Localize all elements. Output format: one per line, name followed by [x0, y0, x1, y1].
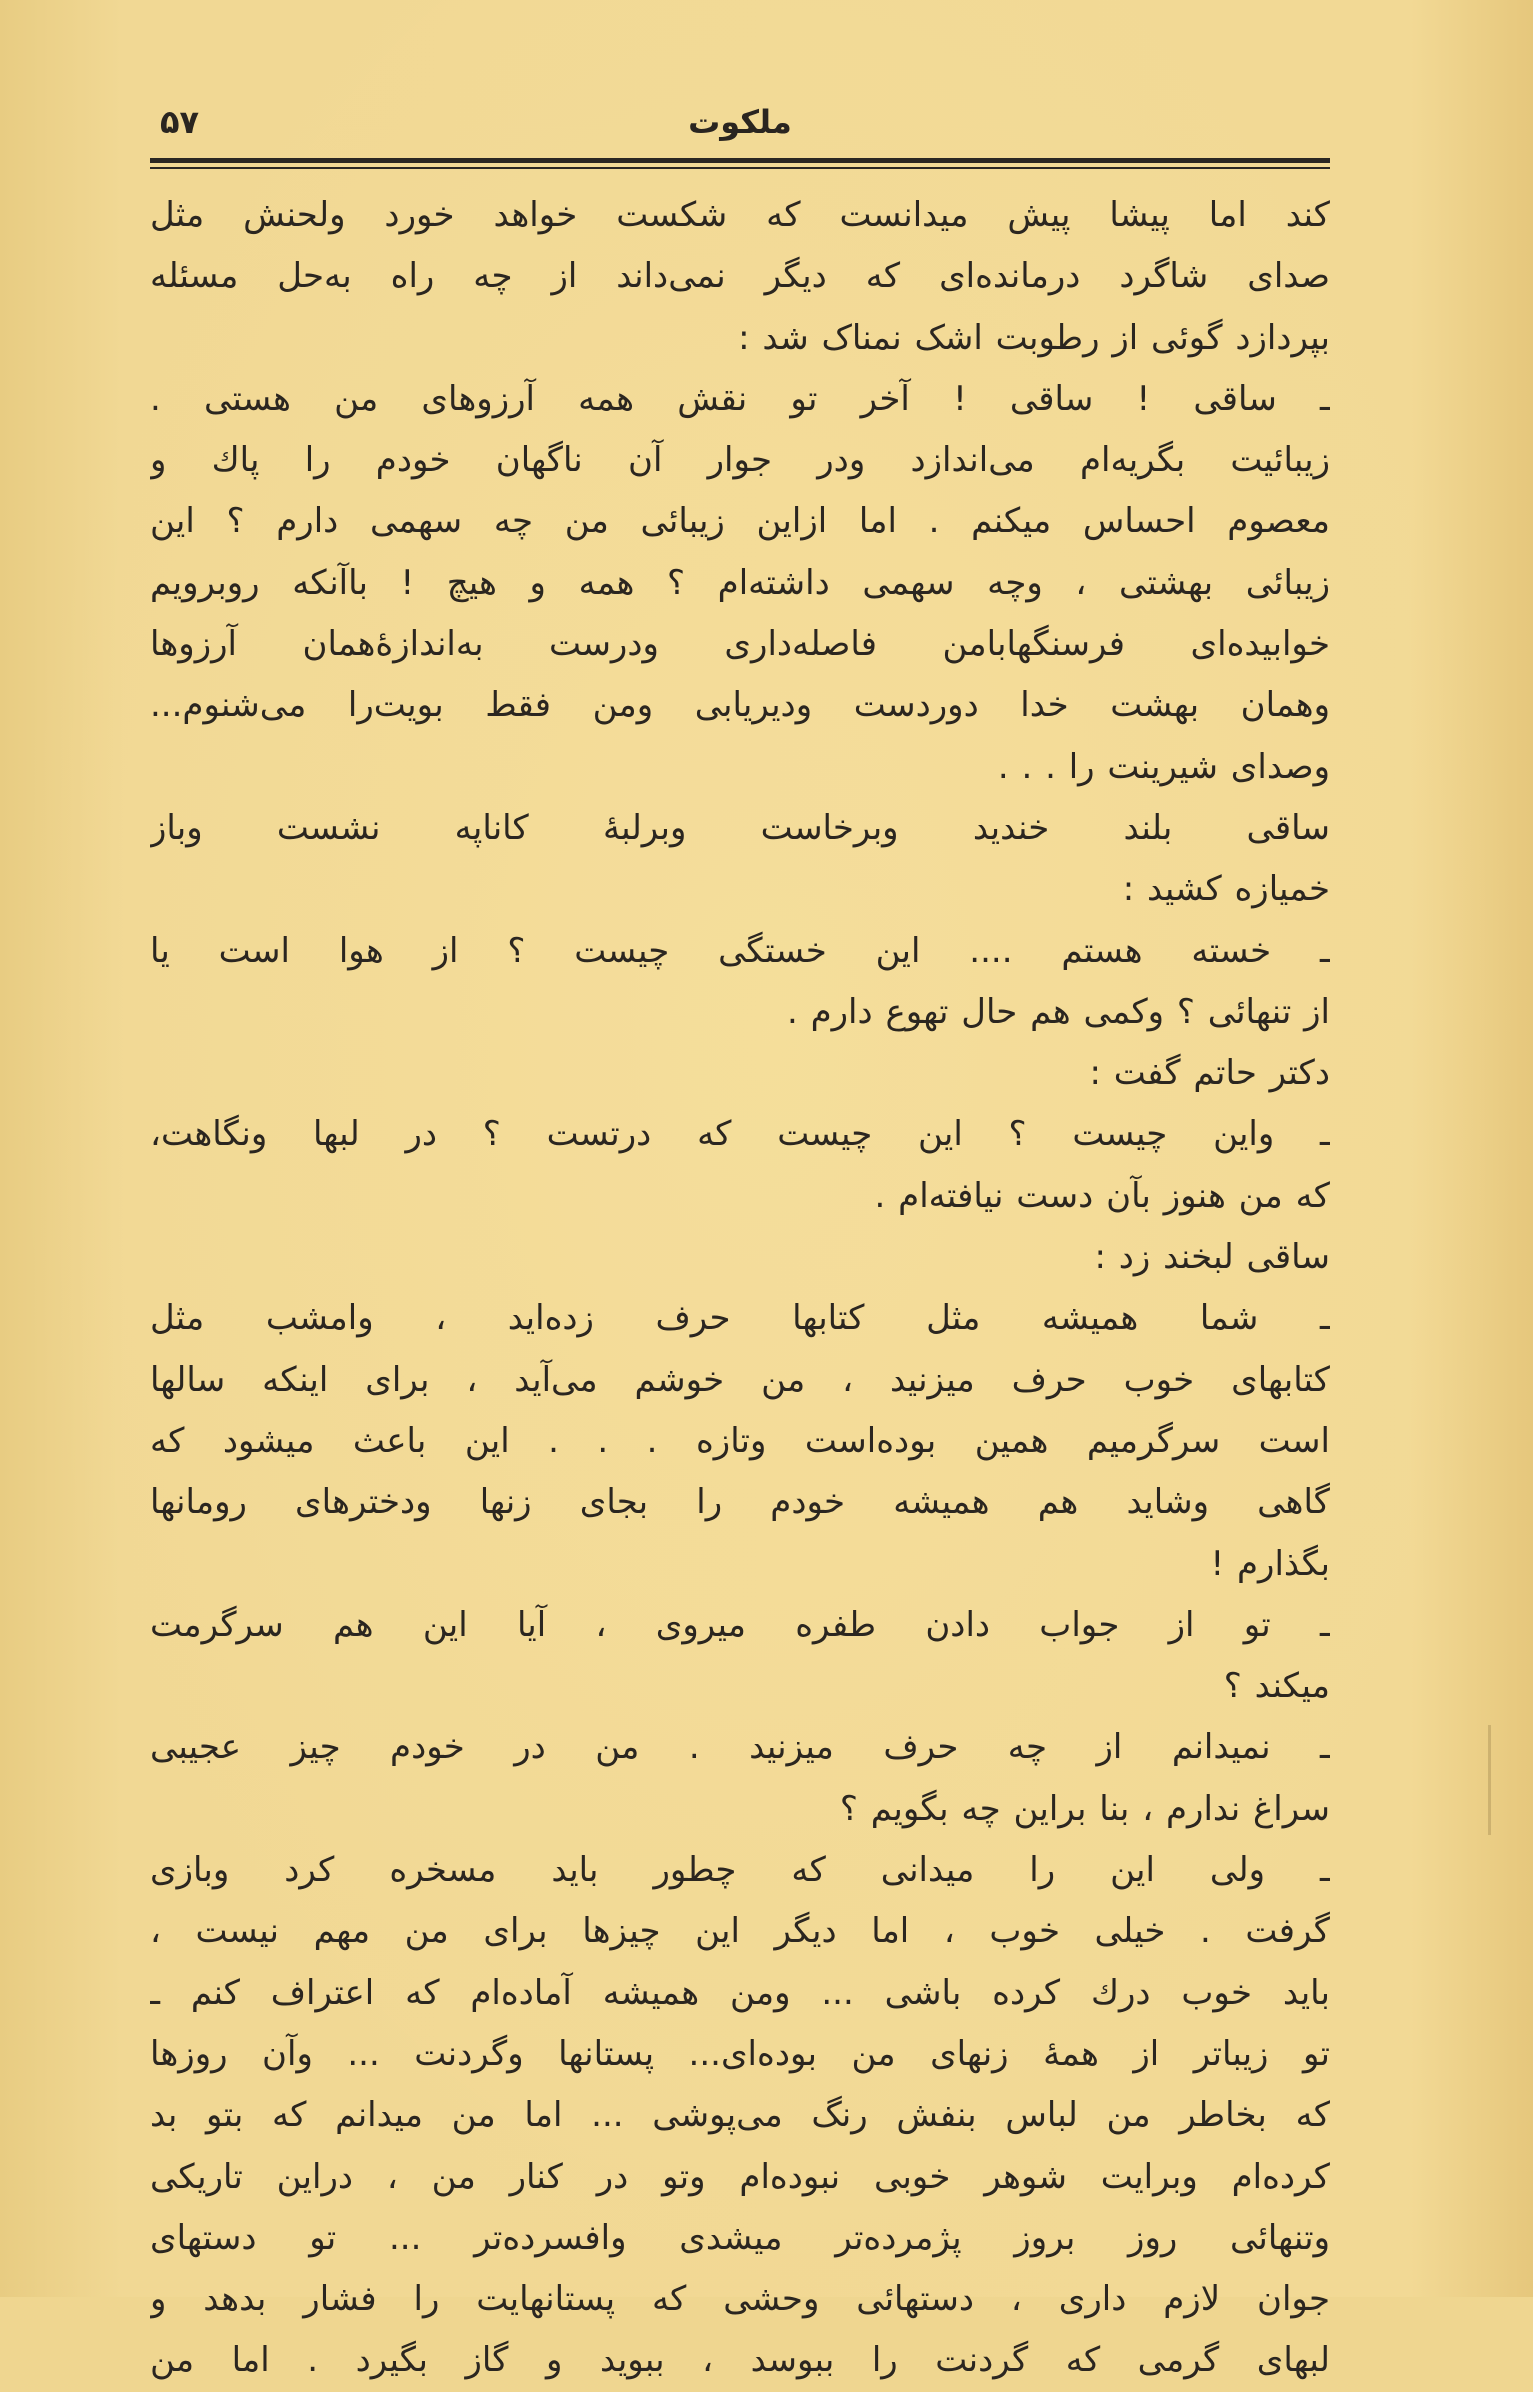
text-line: ـ ساقی ! ساقی ! آخر تو نقش همه آرزوهای من هستی .	[150, 378, 1330, 419]
text-line: از تنهائی ؟ وکمی هم حال تهوع دارم .	[786, 991, 1330, 1032]
text-line: وتنهائی روز بروز پژمرده‌تر میشدی وافسرده‌تر ... تو دستهای	[150, 2217, 1330, 2258]
text-line: میکند ؟	[1223, 1666, 1330, 1707]
text-line: سراغ ندارم ، بنا براین چه بگویم ؟	[839, 1788, 1330, 1829]
text-line: باید خوب درك کرده باشی ... ومن همیشه آماده‌ام که اعتراف کنم ـ	[150, 1972, 1330, 2013]
text-line: ـ خسته هستم .... این خستگی چیست ؟ از هوا است یا	[150, 930, 1330, 971]
text-line: گرفت . خیلی خوب ، اما دیگر این چیزها برای من مهم نیست ،	[150, 1911, 1330, 1952]
text-line: معصوم احساس میکنم . اما ازاین زیبائی من چه سهمی دارم ؟ این	[150, 501, 1330, 542]
text-line: خوابیده‌ای فرسنگهابامن فاصله‌داری ودرست به‌اندازهٔ‌همان آرزوها	[150, 624, 1330, 665]
text-line: گاهی وشاید هم همیشه خودم را بجای زنها ودخترهای رومانها	[150, 1482, 1330, 1523]
text-line: تو زیباتر از همهٔ زنهای من بوده‌ای... پستانها وگردنت ... وآن روزها	[150, 2033, 1330, 2074]
text-line: ساقی لبخند زد :	[1094, 1237, 1330, 1278]
text-line: ـ تو از جواب دادن طفره میروی ، آیا این هم سرگرمت	[150, 1604, 1330, 1645]
running-title: ملکوت	[688, 103, 792, 141]
text-line: جوان لازم داری ، دستهائی وحشی که پستانهایت را فشار بدهد و	[150, 2279, 1330, 2320]
text-line: کتابهای خوب حرف میزنید ، من خوشم می‌آید ، برای اینکه سالها	[150, 1359, 1330, 1400]
paper-fold-mark	[1488, 1725, 1491, 1835]
page-header	[150, 95, 1330, 155]
header-rule-thick	[150, 158, 1330, 163]
text-line: است سرگرمیم همین بوده‌است وتازه . . . این باعث میشود که	[150, 1420, 1330, 1461]
text-line: ـ ولی این را میدانی که چطور باید مسخره کرد وبازی	[150, 1850, 1330, 1891]
text-line: صدای شاگرد درمانده‌ای که دیگر نمی‌داند از چه راه به‌حل مسئله	[150, 256, 1330, 297]
text-line: که بخاطر من لباس بنفش رنگ می‌پوشی ... اما من میدانم که بتو بد	[150, 2095, 1330, 2136]
text-line: ـ واین چیست ؟ این چیست که درتست ؟ در لبها ونگاهت،	[150, 1114, 1330, 1155]
text-line: خمیازه کشید :	[1122, 869, 1330, 910]
text-line: بپردازد گوئی از رطوبت اشک نمناک شد :	[738, 317, 1330, 358]
text-line: که من هنوز بآن دست نیافته‌ام .	[874, 1175, 1330, 1216]
text-line: وصدای شیرینت را . . .	[997, 746, 1330, 787]
text-line: لبهای گرمی که گردنت را ببوسد ، ببوید و گاز بگیرد . اما من	[150, 2340, 1330, 2381]
text-line: ـ نمیدانم از چه حرف میزنید . من در خودم چیز عجیبی	[150, 1727, 1330, 1768]
text-line: زیبائی بهشتی ، وچه سهمی داشته‌ام ؟ همه و هیچ ! باآنکه روبرویم	[150, 562, 1330, 603]
text-line: کرده‌ام وبرایت شوهر خوبی نبوده‌ام وتو در کنار من ، دراین تاریکی	[150, 2156, 1330, 2197]
page-number: ۵۷	[160, 103, 200, 141]
text-line: کند اما پیشا پیش میدانست که شکست خواهد خورد ولحنش مثل	[150, 195, 1330, 235]
text-line: بگذارم !	[1210, 1543, 1330, 1584]
header-rule-thin	[150, 167, 1330, 169]
text-line: زیبائیت بگریه‌ام می‌اندازد ودر جوار آن ناگهان خودم را پاك و	[150, 440, 1330, 481]
text-line: دکتر حاتم گفت :	[1089, 1053, 1330, 1094]
body-text	[150, 185, 1330, 2392]
text-line: وهمان بهشت خدا دوردست ودیریابی ومن فقط بویت‌را می‌شنوم...	[150, 685, 1330, 726]
text-line: ـ شما همیشه مثل کتابها حرف زده‌اید ، وامشب مثل	[150, 1298, 1330, 1339]
text-line: ساقی بلند خندید وبرخاست وبرلبهٔ کاناپه نشست وباز	[150, 807, 1330, 848]
